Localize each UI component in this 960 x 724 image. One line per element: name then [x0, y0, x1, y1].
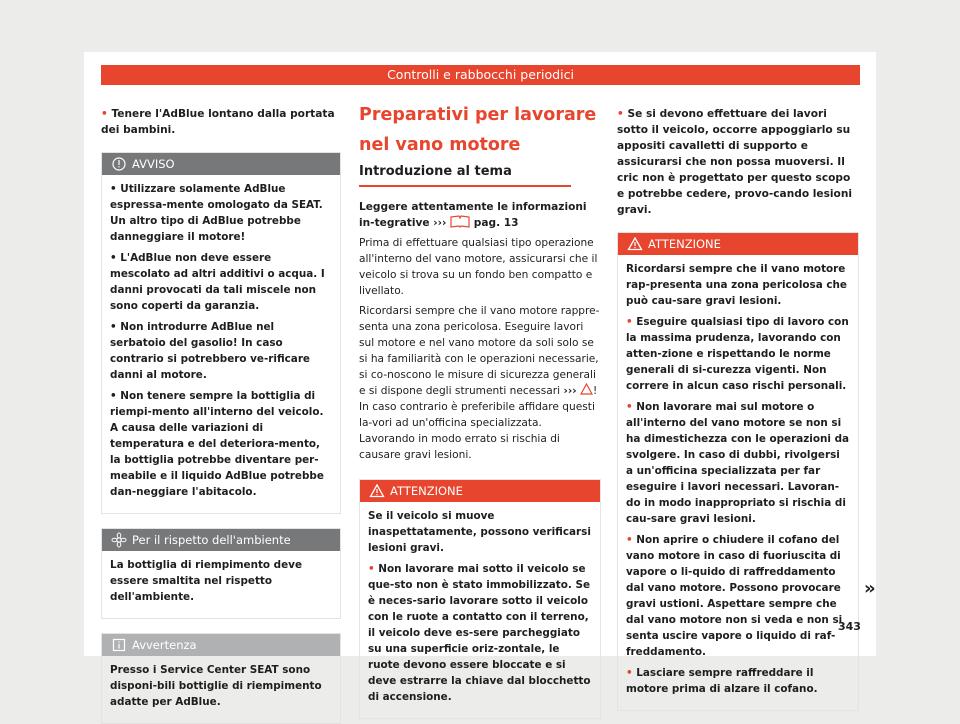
- attenzione-title: ATTENZIONE: [648, 237, 721, 251]
- page-title: Preparativi per lavorare nel vano motore: [359, 105, 597, 155]
- info-circle-icon: [111, 156, 127, 172]
- list-item: • Non introdurre AdBlue nel serbatoio del gasolio! In caso contrario si potrebbero ve-rificare danni al motore.: [110, 321, 310, 381]
- ambiente-body: [102, 551, 340, 618]
- intro-bullet-text: Se si devono effettuare dei lavori sotto il veicolo, occorre appoggiarlo su appositi cavalletti di supporto e assicurarsi che non possa muoversi. Il cric non è progettato per questo scopo e potrebbe cedere, provo-cando lesioni gravi.: [617, 108, 852, 216]
- ambiente-box: [101, 528, 341, 619]
- section-header: [101, 65, 860, 85]
- column-left: [101, 96, 341, 724]
- paragraph-2-start: Ricordarsi sempre che il vano motore rappre-senta una zona pericolosa. Eseguire lavori sul motore e nel vano motore da soli solo se si ha familiarità con le operazioni necessarie, si co-noscono le misure di sicurezza generali e si dispone degli strumenti necessari: [359, 305, 600, 397]
- list-item-text: Non tenere sempre la bottiglia di riempi-mento all'interno del veicolo. A causa delle variazioni di temperatura e del deteriora-mento, la bottiglia potrebbe diventare per-meabile e il liquido AdBlue potrebbe dan-neggiare l'abitacolo.: [110, 390, 324, 498]
- bullet-icon: •: [617, 108, 628, 120]
- avviso-header: [102, 153, 340, 175]
- ambiente-text: La bottiglia di riempimento deve essere smaltita nel rispetto dell'ambiente.: [110, 559, 302, 603]
- paragraph-2: [359, 303, 601, 463]
- attenzione-header: [360, 480, 600, 502]
- bullet-icon: •: [626, 316, 637, 328]
- avvertenza-header: [102, 634, 340, 656]
- attenzione-intro: Ricordarsi sempre che il vano motore rap-presenta una zona pericolosa che può cau-sare gravi lesioni.: [626, 263, 847, 307]
- lead-sentence: Leggere attentamente le informazioni in-tegrative: [359, 201, 587, 229]
- attenzione-header: [618, 233, 858, 255]
- list-item-text: Non lavorare mai sul motore o all'interno del vano motore se non si ha dimestichezza con le operazioni da svolgere. In caso di dubbi, rivolgersi a un'officina specializzata per far eseguire i lavori necessari. Lavoran-do in modo inappropriato si rischia di cau-sare gravi lesioni.: [626, 401, 850, 525]
- continue-mark: »: [864, 578, 876, 599]
- attenzione-title: ATTENZIONE: [390, 484, 463, 498]
- list-item-text: Eseguire qualsiasi tipo di lavoro con la massima prudenza, lavorando con atten-zione e rispettando le norme generali di si-curezza vigenti. Non correre in alcun caso rischi personali.: [626, 316, 849, 392]
- page-reference[interactable]: pag. 13: [473, 217, 519, 229]
- section-subtitle: Introduzione al tema: [359, 164, 571, 187]
- list-item: • Utilizzare solamente AdBlue espressa-mente omologato da SEAT. Un altro tipo di AdBlue potrebbe danneggiare il motore!: [110, 183, 323, 243]
- list-item-text: Non introdurre AdBlue nel serbatoio del gasolio! In caso contrario si potrebbero ve-rificare danni al motore.: [110, 321, 310, 381]
- avvertenza-text: Presso i Service Center SEAT sono disponi-bili bottiglie di riempimento adatte per AdBlue.: [110, 664, 322, 708]
- leaf-icon: [111, 532, 127, 548]
- info-square-icon: [111, 637, 127, 653]
- warning-triangle-icon: [627, 236, 643, 252]
- book-reference-icon: [450, 215, 470, 228]
- list-item-text: Non lavorare mai sotto il veicolo se que-sto non è stato immobilizzato. Se è neces-sario lavorare sotto il veicolo con le ruote a contatto con il terreno, il veicolo deve es-sere parcheggiato su una superficie oriz-zontale, le ruote devono essere bloccate e si deve estrarre la chiave dal blocchetto di accensione.: [368, 563, 591, 703]
- paragraph-2-end: ! In caso contrario è preferibile affidare questi la-vori ad un'officina specializzata. Lavorando in modo errato si rischia di causare gravi lesioni.: [359, 385, 598, 461]
- warning-triangle-icon: [369, 483, 385, 499]
- reference-arrows: ›››: [433, 217, 447, 229]
- bullet-icon: •: [368, 563, 379, 575]
- list-item-text: Lasciare sempre raffreddare il motore prima di alzare il cofano.: [626, 667, 818, 695]
- paragraph-1: Prima di effettuare qualsiasi tipo operazione all'interno del vano motore, assicurarsi che il veicolo si trova su un fondo ben compatto e livellato.: [359, 237, 598, 297]
- list-item-text: L'AdBlue non deve essere mescolato ad altri additivi o acqua. I danni provocati da tali miscele non sono coperti da garanzia.: [110, 252, 325, 312]
- bullet-icon: •: [626, 534, 637, 546]
- list-item: [626, 399, 850, 527]
- warning-triangle-icon: [580, 383, 593, 395]
- avvertenza-body: [102, 656, 340, 723]
- attenzione-body: [360, 502, 600, 718]
- attenzione-box: [359, 479, 601, 719]
- avviso-body: [102, 175, 340, 513]
- bullet-icon: •: [626, 667, 637, 679]
- ambiente-header: [102, 529, 340, 551]
- page-number: 343: [838, 620, 861, 633]
- list-item: [626, 314, 850, 394]
- avvertenza-box: [101, 633, 341, 724]
- ambiente-title: Per il rispetto dell'ambiente: [132, 533, 291, 547]
- attenzione-box: [617, 232, 859, 711]
- section-header-title: Controlli e rabbocchi periodici: [387, 67, 574, 82]
- avviso-title: AVVISO: [132, 157, 175, 171]
- list-item: [626, 665, 850, 697]
- intro-bullet-text: Tenere l'AdBlue lontano dalla portata dei bambini.: [101, 108, 335, 136]
- intro-bullet: [617, 106, 859, 218]
- reference-arrows: ›››: [563, 385, 577, 397]
- list-item: [626, 532, 850, 660]
- bullet-icon: •: [626, 401, 637, 413]
- list-item: • Non tenere sempre la bottiglia di riempi-mento all'interno del veicolo. A causa delle variazioni di temperatura e del deteriora-mento, la bottiglia potrebbe diventare per-meabile e il liquido AdBlue potrebbe dan-neggiare l'abitacolo.: [110, 390, 324, 498]
- avviso-box: [101, 152, 341, 514]
- column-middle: [359, 96, 601, 719]
- list-item-text: Utilizzare solamente AdBlue espressa-mente omologato da SEAT. Un altro tipo di AdBlue potrebbe danneggiare il motore!: [110, 183, 323, 243]
- lead-text: [359, 199, 601, 231]
- column-right: [617, 96, 859, 711]
- bullet-icon: •: [101, 108, 112, 120]
- list-item: • L'AdBlue non deve essere mescolato ad altri additivi o acqua. I danni provocati da tali miscele non sono coperti da garanzia.: [110, 252, 325, 312]
- avvertenza-title: Avvertenza: [132, 638, 197, 652]
- attenzione-body: [618, 255, 858, 710]
- attenzione-intro: Se il veicolo si muove inaspettatamente, possono verificarsi lesioni gravi.: [368, 510, 591, 554]
- list-item-text: Non aprire o chiudere il cofano del vano motore in caso di fuoriuscita di vapore o li-quido di raffreddamento dal vano motore. Possono provocare gravi ustioni. Aspettare sempre che dal vano motore non si veda e non si senta uscire vapore o liquido di raf-freddamento.: [626, 534, 843, 658]
- intro-bullet: [101, 106, 341, 138]
- list-item: [368, 561, 592, 705]
